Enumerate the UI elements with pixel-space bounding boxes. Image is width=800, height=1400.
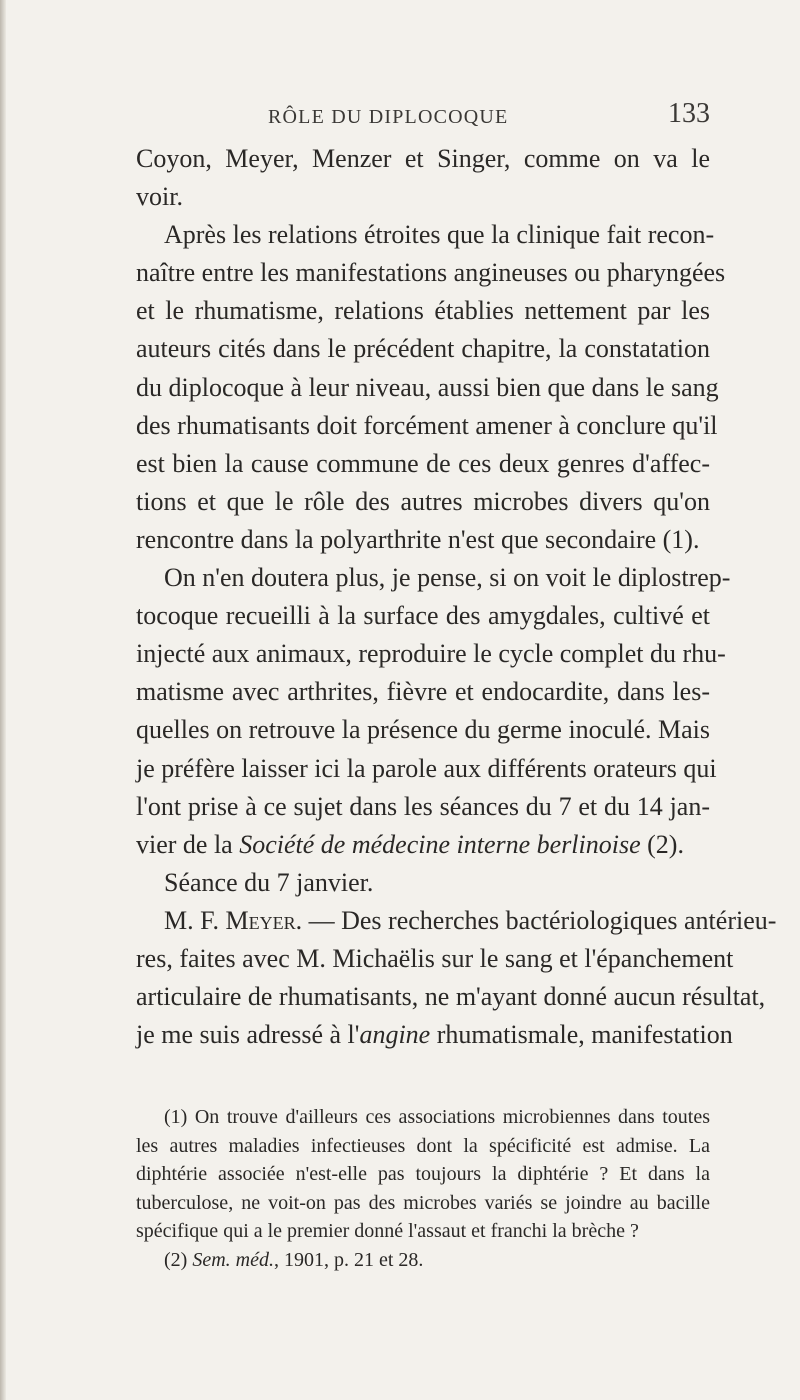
text-line: des rhumatisants doit forcément amener à conclure qu'il [136, 410, 718, 440]
text-fragment: , 1901, p. 21 et 28. [273, 1248, 424, 1271]
text-line: res, faites avec M. Michaëlis sur le sang et l'épanchement [136, 943, 734, 973]
text-line: Après les relations étroites que la clinique fait recon- [164, 220, 715, 250]
footnotes [136, 1103, 710, 1275]
text-line: rencontre dans la polyarthrite n'est que secondaire (1). [136, 524, 700, 554]
text-line: voir. [136, 182, 183, 212]
footnote-line: les autres maladies infectieuses dont la spécificité est admise. La [136, 1134, 710, 1157]
text-line [136, 826, 710, 864]
journal-abbrev: Sem. méd. [192, 1248, 274, 1271]
text-line: On n'en doutera plus, je pense, si on voit le diplostrep- [164, 563, 731, 593]
text-line: du diplocoque à leur niveau, aussi bien que dans le sang [136, 372, 719, 402]
session-heading: Séance du 7 janvier. [164, 867, 374, 897]
text-line: je préfère laisser ici la parole aux différents orateurs qui [136, 753, 717, 783]
text-fragment: je me suis adressé à l' [136, 1020, 360, 1050]
emphasis: angine [359, 1020, 431, 1050]
text-fragment: vier de la [136, 829, 240, 859]
text-line: auteurs cités dans le précédent chapitre, la constatation [136, 334, 710, 364]
text-fragment: — Des recherches bactériologiques antérieu- [302, 905, 777, 935]
running-title: RÔLE DU DIPLOCOQUE [268, 106, 509, 128]
text-line: naître entre les manifestations angineuses ou pharyngées [136, 258, 726, 288]
text-fragment: (2) [164, 1248, 193, 1271]
footnote-line [136, 1246, 710, 1275]
text-line: et le rhumatisme, relations établies nettement par les [136, 296, 710, 326]
footnote-line: diphtérie associée n'est-elle pas toujours la diphtérie ? Et dans la [136, 1163, 710, 1186]
footnote-line: spécifique qui a le premier donné l'assaut et franchi la brèche ? [136, 1220, 639, 1243]
journal-title: Société de médecine interne berlinoise [239, 829, 641, 859]
text-line: Coyon, Meyer, Menzer et Singer, comme on va le [136, 144, 710, 173]
body-text [136, 140, 777, 1054]
speaker-name: M. F. Meyer. [164, 905, 303, 935]
text-line: quelles on retrouve la présence du germe inoculé. Mais [136, 715, 710, 745]
footnote-line: (1) On trouve d'ailleurs ces associations microbiennes dans toutes [164, 1106, 710, 1128]
text-line: articulaire de rhumatisants, ne m'ayant donné aucun résultat, [136, 982, 766, 1012]
text-line [136, 1016, 733, 1054]
page-number: 133 [668, 98, 710, 129]
text-line: matisme avec arthrites, fièvre et endocardite, dans les- [136, 677, 710, 707]
page-edge-shadow [0, 0, 6, 1400]
text-fragment: rhumatismale, manifestation [430, 1020, 733, 1050]
text-line: tocoque recueilli à la surface des amygdales, cultivé et [136, 601, 710, 631]
text-line: injecté aux animaux, reproduire le cycle complet du rhu- [136, 639, 726, 669]
running-head [120, 96, 710, 130]
text-line [136, 902, 777, 940]
text-line: l'ont prise à ce sujet dans les séances du 7 et du 14 jan- [136, 791, 710, 821]
footnote-line: tuberculose, ne voit-on pas des microbes variés se joindre au bacille [136, 1191, 710, 1214]
text-line: est bien la cause commune de ces deux genres d'affec- [136, 448, 710, 478]
text-line: tions et que le rôle des autres microbes divers qu'on [136, 486, 710, 516]
text-fragment: (2). [640, 829, 684, 859]
